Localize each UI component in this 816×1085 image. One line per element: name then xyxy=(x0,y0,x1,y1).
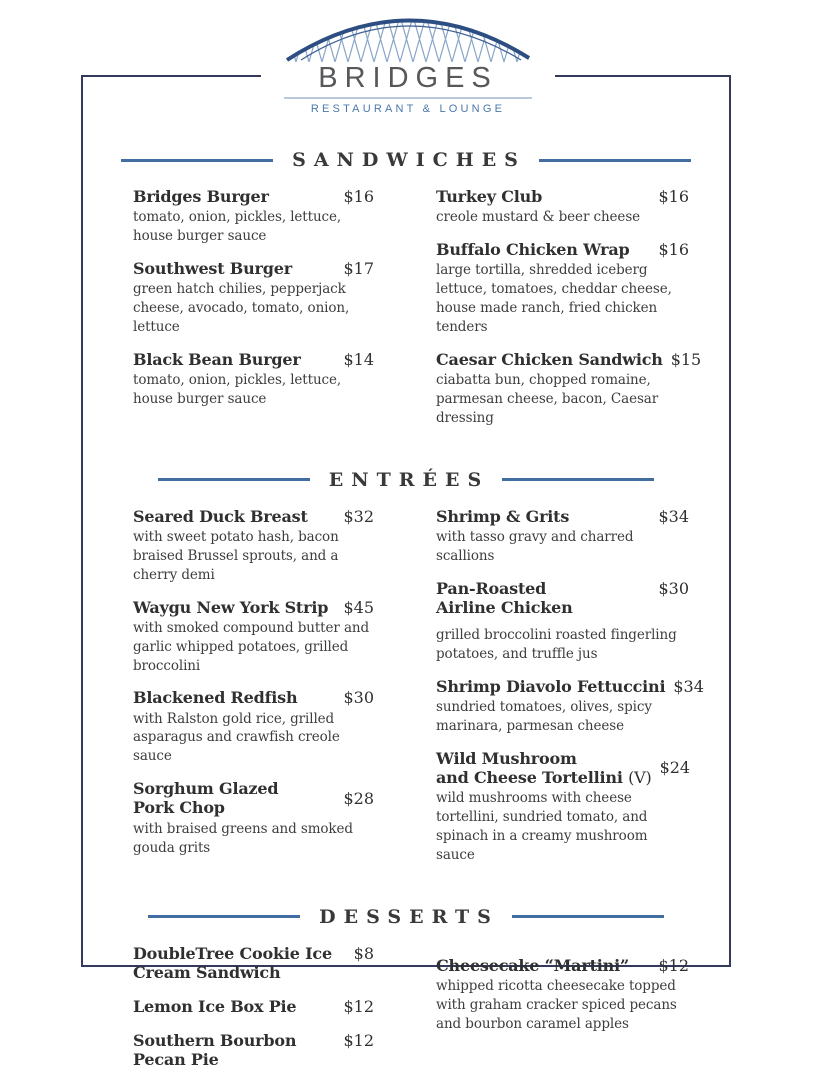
item-description: sundried tomatoes, olives, spicy marinara, parmesan cheese xyxy=(436,699,652,734)
header-line xyxy=(121,159,273,162)
logo-title: BRIDGES xyxy=(318,62,498,94)
item-description: tomato, onion, pickles, lettuce, house burger sauce xyxy=(133,372,342,407)
right-column xyxy=(436,944,689,1085)
section-columns xyxy=(83,944,729,1085)
item-price: $14 xyxy=(343,349,374,369)
menu-item xyxy=(133,688,374,766)
header-line xyxy=(512,915,664,918)
item-name: Buffalo Chicken Wrap xyxy=(436,240,630,260)
item-description: tomato, onion, pickles, lettuce, house burger sauce xyxy=(133,209,342,245)
menu-item xyxy=(133,507,374,585)
menu-item xyxy=(436,187,689,227)
item-description: with Ralston gold rice, grilled asparagus and crawfish creole sauce xyxy=(133,710,340,765)
item-description: whipped ricotta cheesecake topped with graham cracker spiced pecans and bourbon caramel apples xyxy=(436,977,677,1032)
vegetarian-tag: (V) xyxy=(628,767,652,787)
item-name: Shrimp Diavolo Fettuccini xyxy=(436,676,666,696)
item-price: $12 xyxy=(658,955,689,975)
header-line xyxy=(158,478,310,481)
item-price: $28 xyxy=(343,788,374,808)
section-desserts xyxy=(83,906,729,1085)
menu-item xyxy=(133,944,374,982)
menu-item xyxy=(436,507,689,566)
item-price: $24 xyxy=(659,758,691,778)
item-price: $34 xyxy=(673,676,704,696)
item-name: Turkey Club xyxy=(436,187,543,206)
logo-divider xyxy=(284,97,532,99)
menu-item xyxy=(436,240,689,337)
bridge-arch-icon xyxy=(283,16,533,62)
header-line xyxy=(502,478,654,481)
item-price: $45 xyxy=(343,597,374,617)
left-column xyxy=(133,187,374,441)
menu-item xyxy=(133,1031,374,1069)
item-name: Southern Bourbon Pecan Pie xyxy=(133,1031,297,1070)
section-columns xyxy=(83,187,729,441)
section-title: SANDWICHES xyxy=(292,149,526,171)
header-line xyxy=(539,159,691,162)
left-column xyxy=(133,507,374,878)
item-description: with tasso gravy and charred scallions xyxy=(436,528,634,564)
item-name: Sorghum Glazed Pork Chop xyxy=(133,779,279,818)
menu-item xyxy=(133,350,374,409)
item-price: $32 xyxy=(343,506,374,526)
section-columns xyxy=(83,507,729,878)
item-name: Shrimp & Grits xyxy=(436,506,570,526)
section-title: DESSERTS xyxy=(319,905,499,928)
right-column xyxy=(436,187,702,441)
item-price: $12 xyxy=(343,997,374,1017)
menu-item xyxy=(436,349,702,428)
menu-item xyxy=(436,749,689,865)
item-price: $16 xyxy=(343,187,374,206)
item-price: $34 xyxy=(658,506,689,526)
item-name: Wild Mushroom and Cheese Tortellini (V) xyxy=(436,748,652,787)
item-price: $15 xyxy=(670,349,702,369)
item-description: wild mushrooms with cheese tortellini, sundried tomato, and spinach in a creamy mushroom sauce xyxy=(436,790,648,863)
menu-item xyxy=(436,676,704,736)
item-name: Bridges Burger xyxy=(133,187,269,206)
menu-item xyxy=(436,579,689,664)
item-name: Lemon Ice Box Pie xyxy=(133,997,297,1017)
section-header xyxy=(83,469,729,491)
item-description: ciabatta bun, chopped romaine, parmesan cheese, bacon, Caesar dressing xyxy=(436,372,659,426)
logo-subtitle: RESTAURANT & LOUNGE xyxy=(310,103,506,115)
section-title: ENTRÉES xyxy=(328,468,490,491)
right-column xyxy=(436,506,704,878)
item-price: $17 xyxy=(343,258,374,278)
section-entrees xyxy=(83,469,729,878)
item-description: grilled broccolini roasted fingerling potatoes, and truffle jus xyxy=(436,627,677,662)
item-description: with braised greens and smoked gouda grits xyxy=(133,820,353,856)
item-name: Pan-Roasted Airline Chicken xyxy=(436,578,573,617)
item-price: $16 xyxy=(658,187,689,206)
item-name: Waygu New York Strip xyxy=(133,597,329,617)
item-description: creole mustard & beer cheese xyxy=(436,209,641,226)
item-description: large tortilla, shredded iceberg lettuce, tomatoes, cheddar cheese, house made ranch, fried chicken tenders xyxy=(436,262,672,335)
item-name: Caesar Chicken Sandwich xyxy=(436,349,663,369)
item-name: Cheesecake “Martini” xyxy=(436,955,629,975)
item-name: Seared Duck Breast xyxy=(133,506,308,526)
item-price: $8 xyxy=(353,943,374,963)
menu-item xyxy=(133,259,374,337)
menu-item xyxy=(133,598,374,676)
menu-item xyxy=(436,956,689,1034)
item-name: DoubleTree Cookie Ice Cream Sandwich xyxy=(133,943,332,982)
item-description: with smoked compound butter and garlic whipped potatoes, grilled broccolini xyxy=(133,619,370,674)
menu-content xyxy=(83,77,729,1085)
section-header xyxy=(83,149,729,171)
restaurant-logo xyxy=(261,16,555,117)
header-line xyxy=(148,915,300,918)
item-name: Blackened Redfish xyxy=(133,688,298,708)
menu-item xyxy=(133,779,374,857)
item-description: with sweet potato hash, bacon braised Brussel sprouts, and a cherry demi xyxy=(133,528,339,583)
left-column xyxy=(133,944,374,1085)
section-header xyxy=(83,906,729,928)
item-name: Black Bean Burger xyxy=(133,349,301,369)
menu-border xyxy=(81,75,731,1070)
menu-item xyxy=(133,997,374,1016)
item-price: $12 xyxy=(343,1031,374,1051)
item-description: green hatch chilies, pepperjack cheese, avocado, tomato, onion, lettuce xyxy=(133,281,350,335)
item-price: $16 xyxy=(658,240,689,260)
item-name: Southwest Burger xyxy=(133,258,292,278)
item-price: $30 xyxy=(343,688,374,708)
item-price: $30 xyxy=(658,578,689,598)
menu-item xyxy=(133,187,374,246)
section-sandwiches xyxy=(83,149,729,441)
